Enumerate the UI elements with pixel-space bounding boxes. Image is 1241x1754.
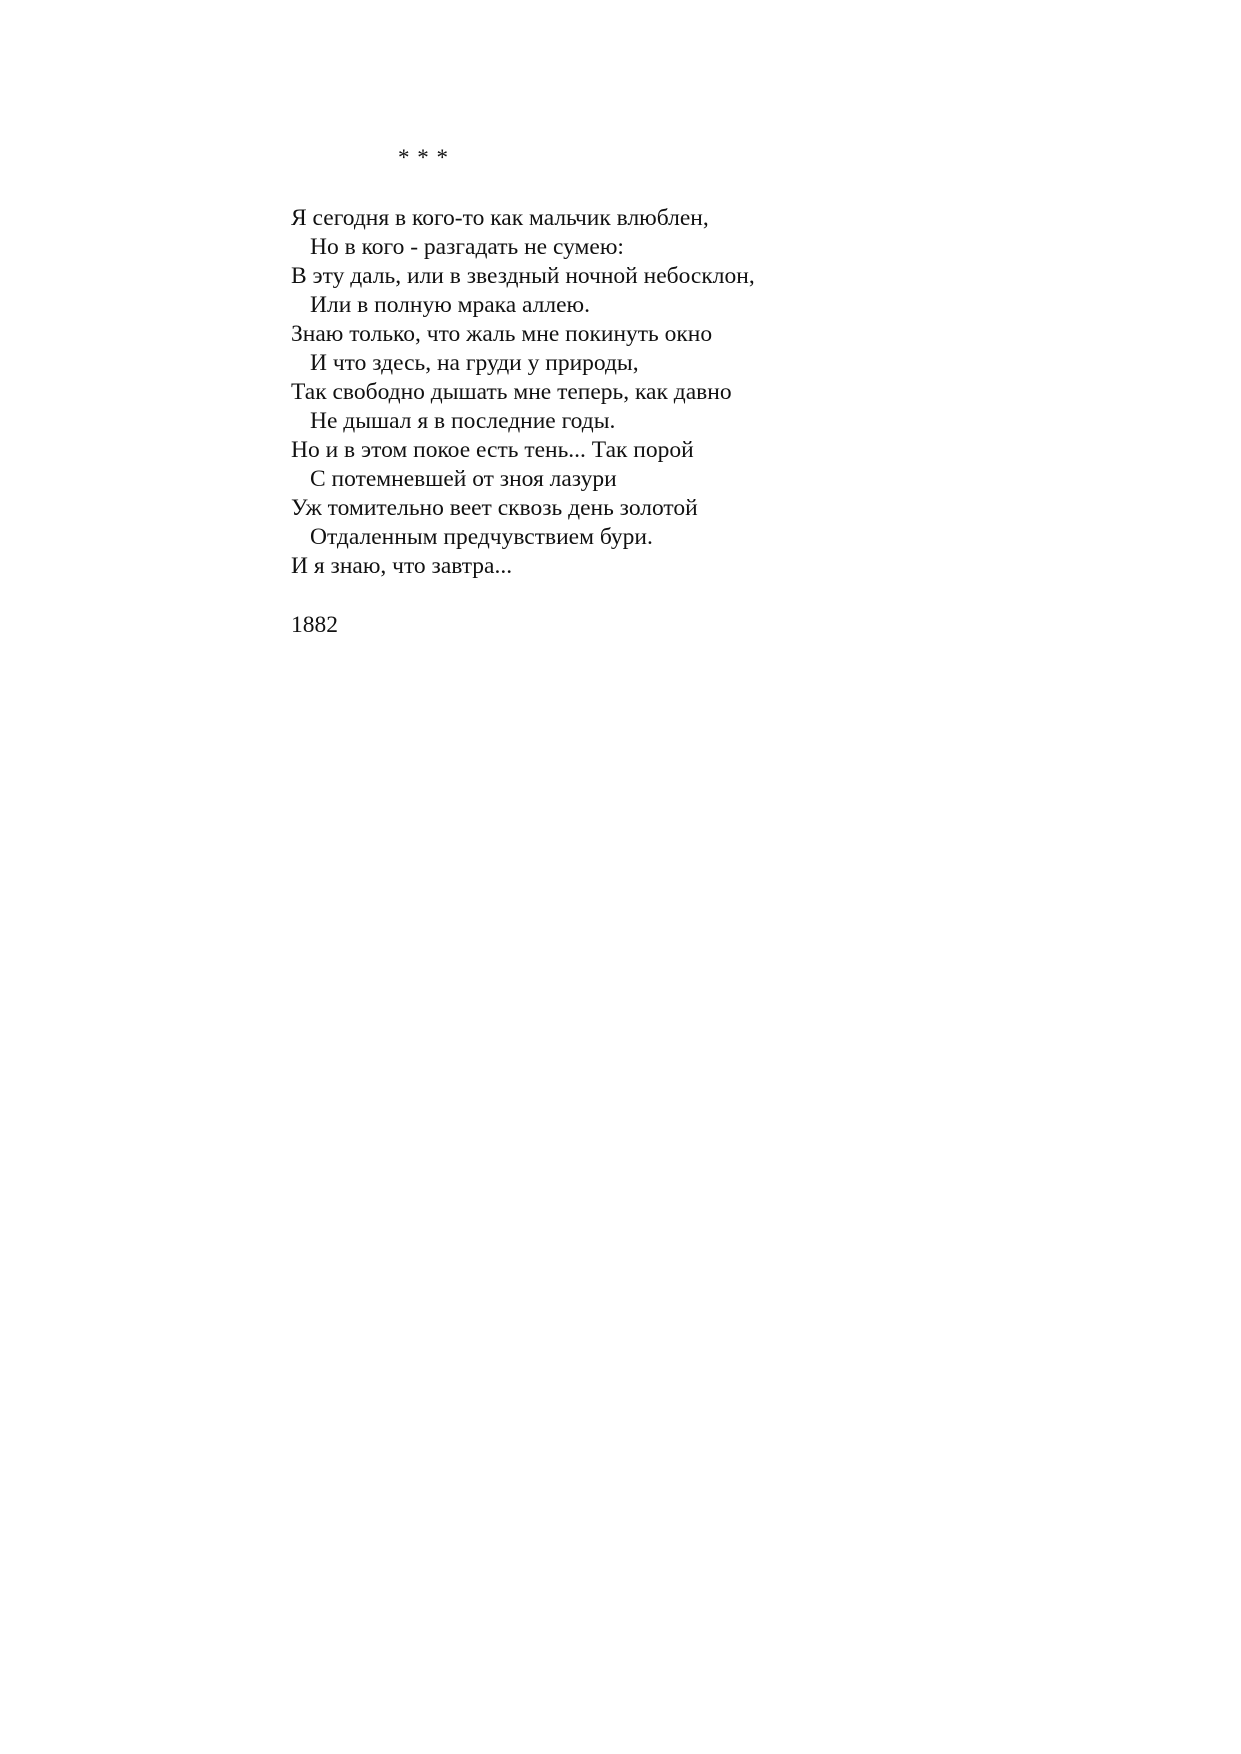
section-separator: * * * [398, 145, 449, 170]
poem-line: С потемневшей от зноя лазури [310, 466, 617, 492]
poem-line: Но и в этом покое есть тень... Так порой [291, 437, 694, 463]
poem-year: 1882 [291, 612, 338, 638]
poem-line: Я сегодня в кого-то как мальчик влюблен, [291, 205, 709, 231]
poem-line: Не дышал я в последние годы. [310, 408, 616, 434]
poem-line: И я знаю, что завтра... [291, 553, 513, 579]
poem-line: Но в кого - разгадать не сумею: [310, 234, 624, 260]
poem-line: Уж томительно веет сквозь день золотой [291, 495, 698, 521]
poem-line: Или в полную мрака аллею. [310, 292, 590, 318]
poem-body [291, 204, 755, 581]
poem-line: Отдаленным предчувствием бури. [310, 524, 653, 550]
poem-line: В эту даль, или в звездный ночной небосклон, [291, 263, 755, 289]
poem-line: Так свободно дышать мне теперь, как давно [291, 379, 732, 405]
poem-line: Знаю только, что жаль мне покинуть окно [291, 321, 713, 347]
poem-line: И что здесь, на груди у природы, [310, 350, 639, 376]
